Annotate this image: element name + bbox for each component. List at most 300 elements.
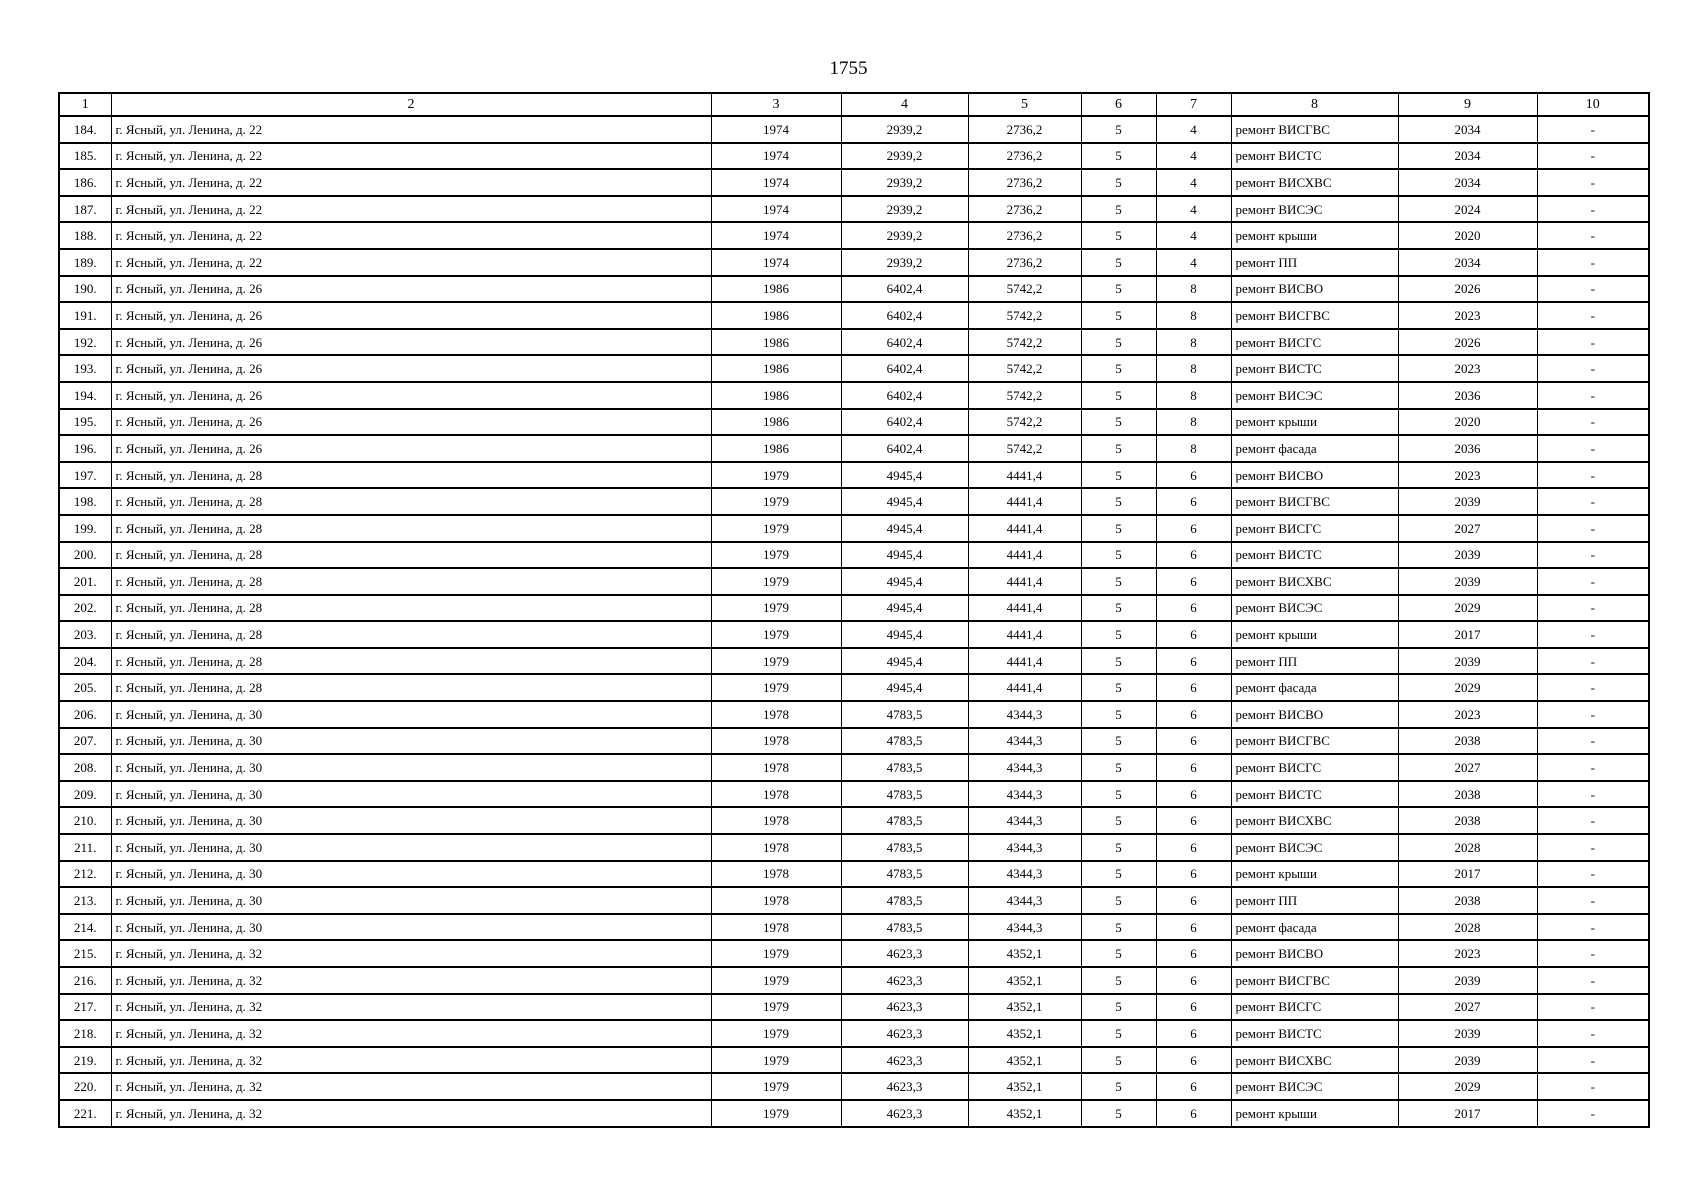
cell-total-area: 4783,5 bbox=[841, 754, 968, 781]
cell-address: г. Ясный, ул. Ленина, д. 32 bbox=[111, 967, 711, 994]
table-row bbox=[59, 143, 1649, 170]
cell-note: - bbox=[1537, 728, 1649, 755]
cell-entrances: 4 bbox=[1156, 116, 1231, 143]
cell-work-type: ремонт ПП bbox=[1231, 648, 1398, 675]
table-row bbox=[59, 382, 1649, 409]
cell-build-year: 1986 bbox=[711, 382, 841, 409]
cell-planned-year: 2034 bbox=[1398, 143, 1537, 170]
cell-row-number: 217. bbox=[59, 994, 111, 1021]
cell-total-area: 4783,5 bbox=[841, 914, 968, 941]
cell-living-area: 4441,4 bbox=[968, 542, 1081, 569]
table-row bbox=[59, 595, 1649, 622]
cell-total-area: 4783,5 bbox=[841, 807, 968, 834]
cell-floors: 5 bbox=[1081, 648, 1156, 675]
cell-entrances: 6 bbox=[1156, 595, 1231, 622]
cell-build-year: 1979 bbox=[711, 994, 841, 1021]
cell-living-area: 4441,4 bbox=[968, 648, 1081, 675]
cell-floors: 5 bbox=[1081, 1073, 1156, 1100]
cell-entrances: 8 bbox=[1156, 355, 1231, 382]
cell-entrances: 6 bbox=[1156, 515, 1231, 542]
cell-planned-year: 2038 bbox=[1398, 781, 1537, 808]
cell-floors: 5 bbox=[1081, 1100, 1156, 1127]
column-header-7: 7 bbox=[1156, 93, 1231, 116]
cell-work-type: ремонт крыши bbox=[1231, 1100, 1398, 1127]
cell-entrances: 6 bbox=[1156, 994, 1231, 1021]
cell-floors: 5 bbox=[1081, 701, 1156, 728]
cell-entrances: 6 bbox=[1156, 568, 1231, 595]
cell-address: г. Ясный, ул. Ленина, д. 30 bbox=[111, 861, 711, 888]
cell-note: - bbox=[1537, 196, 1649, 223]
cell-entrances: 6 bbox=[1156, 1047, 1231, 1074]
cell-entrances: 6 bbox=[1156, 488, 1231, 515]
cell-work-type: ремонт ВИСТС bbox=[1231, 542, 1398, 569]
cell-entrances: 6 bbox=[1156, 701, 1231, 728]
cell-build-year: 1979 bbox=[711, 1047, 841, 1074]
cell-build-year: 1986 bbox=[711, 355, 841, 382]
cell-address: г. Ясный, ул. Ленина, д. 32 bbox=[111, 940, 711, 967]
cell-row-number: 204. bbox=[59, 648, 111, 675]
cell-note: - bbox=[1537, 488, 1649, 515]
cell-total-area: 4623,3 bbox=[841, 967, 968, 994]
cell-build-year: 1979 bbox=[711, 648, 841, 675]
cell-living-area: 2736,2 bbox=[968, 116, 1081, 143]
table-body bbox=[59, 116, 1649, 1127]
cell-address: г. Ясный, ул. Ленина, д. 32 bbox=[111, 1047, 711, 1074]
cell-total-area: 4945,4 bbox=[841, 542, 968, 569]
cell-entrances: 6 bbox=[1156, 1100, 1231, 1127]
cell-build-year: 1978 bbox=[711, 754, 841, 781]
cell-note: - bbox=[1537, 249, 1649, 276]
cell-total-area: 6402,4 bbox=[841, 355, 968, 382]
cell-build-year: 1986 bbox=[711, 435, 841, 462]
cell-build-year: 1986 bbox=[711, 329, 841, 356]
cell-living-area: 4344,3 bbox=[968, 914, 1081, 941]
cell-planned-year: 2036 bbox=[1398, 435, 1537, 462]
cell-address: г. Ясный, ул. Ленина, д. 28 bbox=[111, 621, 711, 648]
cell-work-type: ремонт фасада bbox=[1231, 435, 1398, 462]
cell-planned-year: 2020 bbox=[1398, 409, 1537, 436]
cell-row-number: 221. bbox=[59, 1100, 111, 1127]
cell-row-number: 198. bbox=[59, 488, 111, 515]
cell-living-area: 4352,1 bbox=[968, 994, 1081, 1021]
cell-build-year: 1986 bbox=[711, 276, 841, 303]
cell-work-type: ремонт ВИСЭС bbox=[1231, 196, 1398, 223]
cell-floors: 5 bbox=[1081, 329, 1156, 356]
cell-note: - bbox=[1537, 754, 1649, 781]
cell-build-year: 1974 bbox=[711, 222, 841, 249]
cell-planned-year: 2038 bbox=[1398, 728, 1537, 755]
cell-living-area: 4344,3 bbox=[968, 728, 1081, 755]
cell-build-year: 1978 bbox=[711, 914, 841, 941]
cell-floors: 5 bbox=[1081, 249, 1156, 276]
cell-work-type: ремонт ВИСТС bbox=[1231, 781, 1398, 808]
cell-planned-year: 2039 bbox=[1398, 1020, 1537, 1047]
cell-floors: 5 bbox=[1081, 276, 1156, 303]
cell-work-type: ремонт крыши bbox=[1231, 621, 1398, 648]
cell-living-area: 4352,1 bbox=[968, 1047, 1081, 1074]
cell-build-year: 1974 bbox=[711, 169, 841, 196]
cell-planned-year: 2020 bbox=[1398, 222, 1537, 249]
cell-entrances: 6 bbox=[1156, 940, 1231, 967]
cell-total-area: 2939,2 bbox=[841, 169, 968, 196]
cell-row-number: 186. bbox=[59, 169, 111, 196]
cell-planned-year: 2034 bbox=[1398, 169, 1537, 196]
cell-planned-year: 2023 bbox=[1398, 701, 1537, 728]
cell-row-number: 220. bbox=[59, 1073, 111, 1100]
cell-work-type: ремонт ВИСЭС bbox=[1231, 1073, 1398, 1100]
cell-living-area: 2736,2 bbox=[968, 143, 1081, 170]
cell-note: - bbox=[1537, 967, 1649, 994]
table-row bbox=[59, 409, 1649, 436]
cell-floors: 5 bbox=[1081, 355, 1156, 382]
cell-floors: 5 bbox=[1081, 222, 1156, 249]
cell-work-type: ремонт ВИСХВС bbox=[1231, 169, 1398, 196]
cell-work-type: ремонт ВИСГВС bbox=[1231, 302, 1398, 329]
cell-row-number: 189. bbox=[59, 249, 111, 276]
cell-address: г. Ясный, ул. Ленина, д. 30 bbox=[111, 728, 711, 755]
cell-note: - bbox=[1537, 887, 1649, 914]
cell-address: г. Ясный, ул. Ленина, д. 28 bbox=[111, 515, 711, 542]
cell-planned-year: 2034 bbox=[1398, 116, 1537, 143]
cell-build-year: 1978 bbox=[711, 728, 841, 755]
cell-build-year: 1979 bbox=[711, 1100, 841, 1127]
cell-living-area: 2736,2 bbox=[968, 169, 1081, 196]
cell-floors: 5 bbox=[1081, 887, 1156, 914]
cell-total-area: 4783,5 bbox=[841, 834, 968, 861]
cell-planned-year: 2027 bbox=[1398, 754, 1537, 781]
cell-entrances: 4 bbox=[1156, 222, 1231, 249]
cell-row-number: 215. bbox=[59, 940, 111, 967]
cell-note: - bbox=[1537, 1047, 1649, 1074]
cell-planned-year: 2039 bbox=[1398, 488, 1537, 515]
cell-note: - bbox=[1537, 1100, 1649, 1127]
cell-floors: 5 bbox=[1081, 621, 1156, 648]
cell-address: г. Ясный, ул. Ленина, д. 22 bbox=[111, 249, 711, 276]
cell-living-area: 4441,4 bbox=[968, 488, 1081, 515]
cell-build-year: 1979 bbox=[711, 967, 841, 994]
table-row bbox=[59, 834, 1649, 861]
cell-build-year: 1978 bbox=[711, 701, 841, 728]
cell-address: г. Ясный, ул. Ленина, д. 26 bbox=[111, 382, 711, 409]
cell-entrances: 6 bbox=[1156, 1020, 1231, 1047]
table-row bbox=[59, 967, 1649, 994]
cell-living-area: 2736,2 bbox=[968, 249, 1081, 276]
cell-total-area: 4945,4 bbox=[841, 488, 968, 515]
cell-total-area: 4623,3 bbox=[841, 940, 968, 967]
cell-work-type: ремонт ВИСГВС bbox=[1231, 116, 1398, 143]
cell-work-type: ремонт ВИСВО bbox=[1231, 940, 1398, 967]
cell-living-area: 4344,3 bbox=[968, 701, 1081, 728]
cell-floors: 5 bbox=[1081, 169, 1156, 196]
cell-total-area: 4623,3 bbox=[841, 1073, 968, 1100]
cell-floors: 5 bbox=[1081, 488, 1156, 515]
cell-address: г. Ясный, ул. Ленина, д. 32 bbox=[111, 1020, 711, 1047]
cell-row-number: 218. bbox=[59, 1020, 111, 1047]
cell-total-area: 6402,4 bbox=[841, 409, 968, 436]
cell-living-area: 4344,3 bbox=[968, 807, 1081, 834]
cell-address: г. Ясный, ул. Ленина, д. 28 bbox=[111, 595, 711, 622]
cell-planned-year: 2038 bbox=[1398, 887, 1537, 914]
cell-floors: 5 bbox=[1081, 435, 1156, 462]
table-row bbox=[59, 329, 1649, 356]
cell-build-year: 1986 bbox=[711, 409, 841, 436]
cell-address: г. Ясный, ул. Ленина, д. 22 bbox=[111, 116, 711, 143]
cell-living-area: 2736,2 bbox=[968, 222, 1081, 249]
cell-living-area: 4352,1 bbox=[968, 967, 1081, 994]
cell-build-year: 1979 bbox=[711, 674, 841, 701]
cell-total-area: 4623,3 bbox=[841, 994, 968, 1021]
cell-address: г. Ясный, ул. Ленина, д. 32 bbox=[111, 1073, 711, 1100]
cell-living-area: 4352,1 bbox=[968, 1073, 1081, 1100]
table-row bbox=[59, 940, 1649, 967]
cell-entrances: 6 bbox=[1156, 861, 1231, 888]
cell-build-year: 1979 bbox=[711, 1020, 841, 1047]
cell-work-type: ремонт ВИСГС bbox=[1231, 994, 1398, 1021]
cell-build-year: 1979 bbox=[711, 542, 841, 569]
cell-build-year: 1978 bbox=[711, 861, 841, 888]
cell-address: г. Ясный, ул. Ленина, д. 28 bbox=[111, 462, 711, 489]
cell-address: г. Ясный, ул. Ленина, д. 28 bbox=[111, 568, 711, 595]
cell-living-area: 5742,2 bbox=[968, 302, 1081, 329]
cell-total-area: 2939,2 bbox=[841, 222, 968, 249]
cell-entrances: 4 bbox=[1156, 169, 1231, 196]
cell-row-number: 199. bbox=[59, 515, 111, 542]
cell-planned-year: 2036 bbox=[1398, 382, 1537, 409]
cell-floors: 5 bbox=[1081, 409, 1156, 436]
cell-planned-year: 2029 bbox=[1398, 595, 1537, 622]
cell-living-area: 5742,2 bbox=[968, 329, 1081, 356]
cell-note: - bbox=[1537, 807, 1649, 834]
cell-note: - bbox=[1537, 169, 1649, 196]
cell-row-number: 200. bbox=[59, 542, 111, 569]
cell-living-area: 4441,4 bbox=[968, 674, 1081, 701]
cell-planned-year: 2027 bbox=[1398, 994, 1537, 1021]
cell-entrances: 8 bbox=[1156, 382, 1231, 409]
cell-total-area: 4783,5 bbox=[841, 781, 968, 808]
cell-row-number: 203. bbox=[59, 621, 111, 648]
cell-entrances: 8 bbox=[1156, 329, 1231, 356]
cell-total-area: 4623,3 bbox=[841, 1100, 968, 1127]
cell-note: - bbox=[1537, 861, 1649, 888]
cell-work-type: ремонт ВИСГВС bbox=[1231, 728, 1398, 755]
cell-build-year: 1978 bbox=[711, 781, 841, 808]
cell-planned-year: 2038 bbox=[1398, 807, 1537, 834]
table-row bbox=[59, 435, 1649, 462]
cell-build-year: 1974 bbox=[711, 249, 841, 276]
column-header-1: 1 bbox=[59, 93, 111, 116]
cell-work-type: ремонт крыши bbox=[1231, 409, 1398, 436]
cell-entrances: 6 bbox=[1156, 887, 1231, 914]
cell-build-year: 1979 bbox=[711, 488, 841, 515]
repair-schedule-table bbox=[58, 92, 1650, 1128]
cell-note: - bbox=[1537, 222, 1649, 249]
cell-address: г. Ясный, ул. Ленина, д. 28 bbox=[111, 674, 711, 701]
cell-build-year: 1974 bbox=[711, 196, 841, 223]
cell-note: - bbox=[1537, 1073, 1649, 1100]
column-header-8: 8 bbox=[1231, 93, 1398, 116]
cell-living-area: 4344,3 bbox=[968, 887, 1081, 914]
cell-total-area: 6402,4 bbox=[841, 382, 968, 409]
table-row bbox=[59, 222, 1649, 249]
cell-floors: 5 bbox=[1081, 595, 1156, 622]
cell-address: г. Ясный, ул. Ленина, д. 22 bbox=[111, 169, 711, 196]
cell-note: - bbox=[1537, 355, 1649, 382]
cell-address: г. Ясный, ул. Ленина, д. 30 bbox=[111, 781, 711, 808]
cell-work-type: ремонт ПП bbox=[1231, 887, 1398, 914]
cell-note: - bbox=[1537, 595, 1649, 622]
cell-living-area: 5742,2 bbox=[968, 435, 1081, 462]
cell-note: - bbox=[1537, 701, 1649, 728]
cell-row-number: 197. bbox=[59, 462, 111, 489]
cell-total-area: 2939,2 bbox=[841, 116, 968, 143]
cell-entrances: 4 bbox=[1156, 143, 1231, 170]
cell-note: - bbox=[1537, 435, 1649, 462]
cell-work-type: ремонт ВИСГС bbox=[1231, 329, 1398, 356]
cell-note: - bbox=[1537, 1020, 1649, 1047]
cell-address: г. Ясный, ул. Ленина, д. 26 bbox=[111, 435, 711, 462]
cell-address: г. Ясный, ул. Ленина, д. 26 bbox=[111, 329, 711, 356]
table-row bbox=[59, 196, 1649, 223]
cell-floors: 5 bbox=[1081, 967, 1156, 994]
table-row bbox=[59, 568, 1649, 595]
cell-total-area: 2939,2 bbox=[841, 143, 968, 170]
column-header-2: 2 bbox=[111, 93, 711, 116]
cell-work-type: ремонт фасада bbox=[1231, 914, 1398, 941]
header-row bbox=[59, 93, 1649, 116]
cell-planned-year: 2028 bbox=[1398, 914, 1537, 941]
cell-entrances: 6 bbox=[1156, 462, 1231, 489]
cell-entrances: 6 bbox=[1156, 781, 1231, 808]
cell-total-area: 4945,4 bbox=[841, 648, 968, 675]
column-header-9: 9 bbox=[1398, 93, 1537, 116]
cell-planned-year: 2023 bbox=[1398, 302, 1537, 329]
cell-note: - bbox=[1537, 382, 1649, 409]
table-row bbox=[59, 276, 1649, 303]
cell-row-number: 196. bbox=[59, 435, 111, 462]
cell-living-area: 4344,3 bbox=[968, 861, 1081, 888]
cell-address: г. Ясный, ул. Ленина, д. 28 bbox=[111, 648, 711, 675]
cell-floors: 5 bbox=[1081, 542, 1156, 569]
cell-planned-year: 2024 bbox=[1398, 196, 1537, 223]
cell-living-area: 4441,4 bbox=[968, 515, 1081, 542]
cell-floors: 5 bbox=[1081, 781, 1156, 808]
cell-entrances: 6 bbox=[1156, 648, 1231, 675]
cell-address: г. Ясный, ул. Ленина, д. 22 bbox=[111, 222, 711, 249]
table-row bbox=[59, 355, 1649, 382]
table-row bbox=[59, 1073, 1649, 1100]
table-row bbox=[59, 621, 1649, 648]
cell-total-area: 4783,5 bbox=[841, 728, 968, 755]
cell-address: г. Ясный, ул. Ленина, д. 30 bbox=[111, 887, 711, 914]
cell-planned-year: 2017 bbox=[1398, 1100, 1537, 1127]
cell-row-number: 213. bbox=[59, 887, 111, 914]
cell-row-number: 212. bbox=[59, 861, 111, 888]
cell-planned-year: 2029 bbox=[1398, 1073, 1537, 1100]
cell-note: - bbox=[1537, 143, 1649, 170]
cell-work-type: ремонт ВИСГС bbox=[1231, 515, 1398, 542]
cell-work-type: ремонт ВИСТС bbox=[1231, 1020, 1398, 1047]
cell-row-number: 219. bbox=[59, 1047, 111, 1074]
cell-work-type: ремонт ВИСХВС bbox=[1231, 1047, 1398, 1074]
cell-floors: 5 bbox=[1081, 116, 1156, 143]
cell-living-area: 4352,1 bbox=[968, 1020, 1081, 1047]
table-row bbox=[59, 302, 1649, 329]
cell-row-number: 192. bbox=[59, 329, 111, 356]
cell-total-area: 4945,4 bbox=[841, 621, 968, 648]
cell-work-type: ремонт ВИСГВС bbox=[1231, 967, 1398, 994]
cell-floors: 5 bbox=[1081, 462, 1156, 489]
table-row bbox=[59, 754, 1649, 781]
cell-living-area: 4344,3 bbox=[968, 834, 1081, 861]
cell-total-area: 2939,2 bbox=[841, 249, 968, 276]
cell-entrances: 8 bbox=[1156, 302, 1231, 329]
cell-living-area: 4441,4 bbox=[968, 462, 1081, 489]
cell-build-year: 1986 bbox=[711, 302, 841, 329]
cell-build-year: 1978 bbox=[711, 834, 841, 861]
cell-build-year: 1979 bbox=[711, 515, 841, 542]
cell-work-type: ремонт фасада bbox=[1231, 674, 1398, 701]
cell-address: г. Ясный, ул. Ленина, д. 22 bbox=[111, 196, 711, 223]
cell-total-area: 2939,2 bbox=[841, 196, 968, 223]
cell-floors: 5 bbox=[1081, 568, 1156, 595]
cell-living-area: 4441,4 bbox=[968, 595, 1081, 622]
cell-address: г. Ясный, ул. Ленина, д. 28 bbox=[111, 488, 711, 515]
cell-work-type: ремонт ВИСЭС bbox=[1231, 595, 1398, 622]
cell-address: г. Ясный, ул. Ленина, д. 26 bbox=[111, 355, 711, 382]
cell-build-year: 1979 bbox=[711, 462, 841, 489]
cell-floors: 5 bbox=[1081, 914, 1156, 941]
cell-build-year: 1978 bbox=[711, 807, 841, 834]
cell-living-area: 5742,2 bbox=[968, 382, 1081, 409]
cell-work-type: ремонт ВИСВО bbox=[1231, 276, 1398, 303]
cell-row-number: 193. bbox=[59, 355, 111, 382]
cell-entrances: 6 bbox=[1156, 674, 1231, 701]
cell-living-area: 4441,4 bbox=[968, 568, 1081, 595]
cell-work-type: ремонт ВИСВО bbox=[1231, 462, 1398, 489]
cell-total-area: 4783,5 bbox=[841, 887, 968, 914]
cell-work-type: ремонт ВИСЭС bbox=[1231, 834, 1398, 861]
cell-entrances: 6 bbox=[1156, 728, 1231, 755]
table-row bbox=[59, 1020, 1649, 1047]
cell-note: - bbox=[1537, 302, 1649, 329]
table-row bbox=[59, 542, 1649, 569]
cell-note: - bbox=[1537, 515, 1649, 542]
cell-total-area: 4945,4 bbox=[841, 462, 968, 489]
table-row bbox=[59, 116, 1649, 143]
cell-planned-year: 2039 bbox=[1398, 1047, 1537, 1074]
cell-floors: 5 bbox=[1081, 302, 1156, 329]
cell-work-type: ремонт ВИСВО bbox=[1231, 701, 1398, 728]
cell-planned-year: 2034 bbox=[1398, 249, 1537, 276]
cell-build-year: 1974 bbox=[711, 143, 841, 170]
cell-work-type: ремонт ВИСГВС bbox=[1231, 488, 1398, 515]
cell-planned-year: 2023 bbox=[1398, 940, 1537, 967]
cell-planned-year: 2039 bbox=[1398, 967, 1537, 994]
cell-address: г. Ясный, ул. Ленина, д. 28 bbox=[111, 542, 711, 569]
cell-work-type: ремонт ВИСТС bbox=[1231, 143, 1398, 170]
cell-total-area: 4783,5 bbox=[841, 861, 968, 888]
column-header-6: 6 bbox=[1081, 93, 1156, 116]
cell-work-type: ремонт ВИСГС bbox=[1231, 754, 1398, 781]
cell-floors: 5 bbox=[1081, 515, 1156, 542]
cell-total-area: 6402,4 bbox=[841, 329, 968, 356]
cell-row-number: 185. bbox=[59, 143, 111, 170]
table-row bbox=[59, 781, 1649, 808]
cell-note: - bbox=[1537, 116, 1649, 143]
cell-planned-year: 2017 bbox=[1398, 621, 1537, 648]
cell-planned-year: 2028 bbox=[1398, 834, 1537, 861]
cell-entrances: 6 bbox=[1156, 834, 1231, 861]
